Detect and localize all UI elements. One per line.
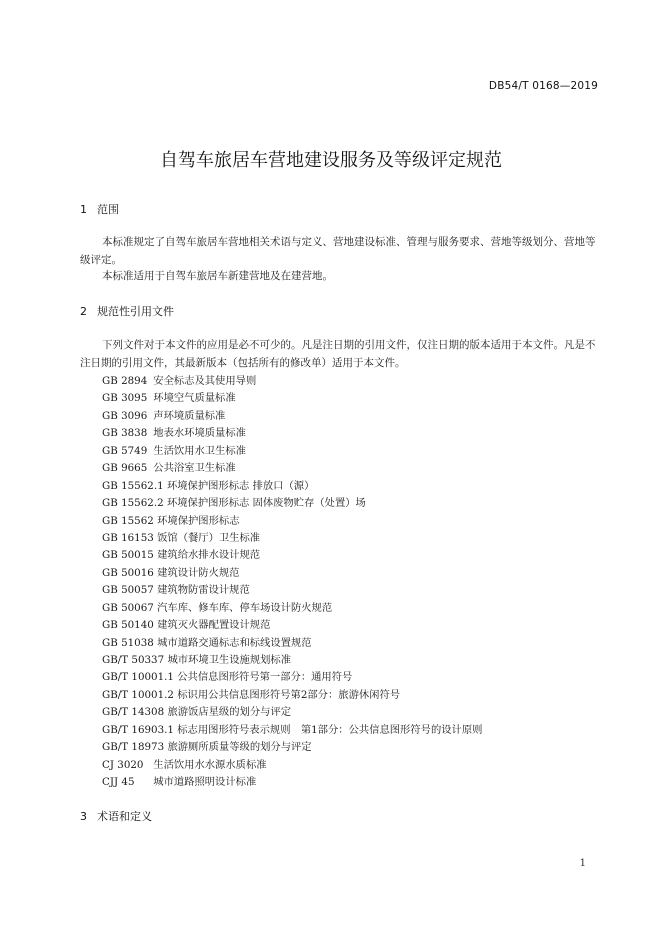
reference-code: CJJ 45 bbox=[102, 776, 135, 789]
reference-item bbox=[102, 635, 482, 652]
scope-paragraph-1: 本标准规定了自驾车旅居车营地相关术语与定义、营地建设标准、管理与服务要求、营地等级划分、营地等级评定。 bbox=[80, 236, 596, 266]
reference-code: CJ 3020 bbox=[102, 758, 144, 771]
reference-name: 环境保护图形标志 排放口（源） bbox=[166, 479, 315, 492]
reference-name: 环境空气质量标准 bbox=[153, 392, 236, 405]
reference-code: GB/T 16903.1 bbox=[102, 723, 174, 736]
reference-code: GB 50016 bbox=[102, 566, 154, 579]
reference-name: 声环境质量标准 bbox=[153, 409, 226, 422]
reference-code: GB 2894 bbox=[102, 375, 148, 387]
reference-item bbox=[102, 443, 482, 460]
reference-name: 旅游厕所质量等级的划分与评定 bbox=[167, 741, 312, 754]
document-title: 自驾车旅居车营地建设服务及等级评定规范 bbox=[160, 150, 502, 171]
reference-name: 城市道路交通标志和标线设置规范 bbox=[157, 636, 312, 649]
reference-item bbox=[102, 547, 482, 564]
reference-name: 建筑物防雷设计规范 bbox=[157, 584, 250, 597]
reference-code: GB 9665 bbox=[102, 462, 148, 475]
reference-name: 建筑给水排水设计规范 bbox=[157, 549, 261, 562]
reference-item bbox=[102, 390, 482, 407]
page-number: 1 bbox=[579, 858, 586, 869]
reference-item bbox=[102, 652, 482, 669]
reference-item bbox=[102, 600, 482, 617]
reference-item bbox=[102, 373, 482, 390]
reference-code: GB 5749 bbox=[102, 444, 148, 457]
reference-code: GB 15562.1 bbox=[102, 479, 164, 492]
reference-list bbox=[102, 373, 482, 792]
reference-item bbox=[102, 757, 482, 774]
reference-item bbox=[102, 687, 482, 704]
reference-code: GB 51038 bbox=[102, 636, 154, 649]
reference-item bbox=[102, 565, 482, 582]
section-2-heading bbox=[80, 303, 174, 319]
reference-name: 汽车库、修车库、停车场设计防火规范 bbox=[157, 601, 333, 614]
reference-item bbox=[102, 513, 482, 530]
reference-name: 公共浴室卫生标准 bbox=[153, 462, 236, 475]
reference-name: 建筑设计防火规范 bbox=[157, 566, 240, 579]
document-code: DB54/T 0168—2019 bbox=[488, 80, 598, 92]
reference-code: GB/T 18973 bbox=[102, 741, 165, 754]
reference-code: GB 3096 bbox=[102, 409, 148, 422]
reference-name: 饭馆（餐厅）卫生标准 bbox=[157, 531, 261, 544]
reference-item bbox=[102, 460, 482, 477]
reference-name: 旅游饭店星级的划分与评定 bbox=[167, 706, 292, 719]
reference-item bbox=[102, 722, 482, 739]
reference-code: GB 50057 bbox=[102, 584, 154, 597]
references-intro: 下列文件对于本文件的应用是必不可少的。凡是注日期的引用文件，仅注日期的版本适用于本文件。凡是不注日期的引用文件，其最新版本（包括所有的修改单）适用于本文件。 bbox=[80, 339, 596, 369]
reference-item bbox=[102, 774, 482, 791]
reference-item bbox=[102, 669, 482, 686]
reference-name: 生活饮用水水源水质标准 bbox=[153, 758, 267, 771]
reference-name: 标志用图形符号表示规则 第1部分：公共信息图形符号的设计原则 bbox=[177, 723, 483, 736]
section-3-heading bbox=[80, 808, 152, 824]
reference-item bbox=[102, 617, 482, 634]
section-title: 术语和定义 bbox=[97, 810, 152, 823]
reference-code: GB 50015 bbox=[102, 549, 154, 562]
reference-name: 城市环境卫生设施规划标准 bbox=[167, 654, 292, 666]
reference-name: 地表水环境质量标准 bbox=[153, 427, 246, 440]
reference-item bbox=[102, 530, 482, 547]
reference-code: GB/T 50337 bbox=[102, 654, 165, 666]
reference-code: GB/T 10001.1 bbox=[102, 671, 174, 684]
section-title: 范围 bbox=[97, 203, 119, 216]
section-number: 1 bbox=[80, 203, 87, 216]
reference-name: 环境保护图形标志 bbox=[157, 514, 240, 527]
reference-code: GB 50067 bbox=[102, 601, 154, 614]
reference-name: 生活饮用水卫生标准 bbox=[153, 444, 246, 457]
reference-item bbox=[102, 582, 482, 599]
reference-code: GB 16153 bbox=[102, 531, 154, 544]
reference-item bbox=[102, 478, 482, 495]
section-title: 规范性引用文件 bbox=[97, 305, 174, 318]
reference-item bbox=[102, 704, 482, 721]
reference-item bbox=[102, 495, 482, 512]
reference-item bbox=[102, 739, 482, 756]
reference-item bbox=[102, 425, 482, 442]
reference-name: 建筑灭火器配置设计规范 bbox=[157, 619, 271, 632]
scope-paragraph-2: 本标准适用于自驾车旅居车新建营地及在建营地。 bbox=[102, 270, 333, 282]
reference-code: GB/T 10001.2 bbox=[102, 688, 174, 701]
reference-code: GB/T 14308 bbox=[102, 706, 165, 719]
reference-code: GB 3095 bbox=[102, 392, 148, 405]
reference-name: 城市道路照明设计标准 bbox=[153, 776, 257, 789]
reference-code: GB 50140 bbox=[102, 619, 154, 632]
reference-name: 安全标志及其使用导则 bbox=[153, 375, 257, 387]
section-1-heading bbox=[80, 201, 119, 217]
reference-code: GB 3838 bbox=[102, 427, 148, 440]
section-number: 3 bbox=[80, 810, 87, 823]
reference-name: 公共信息图形符号第一部分：通用符号 bbox=[177, 671, 353, 684]
reference-item bbox=[102, 408, 482, 425]
reference-code: GB 15562.2 bbox=[102, 497, 164, 510]
reference-code: GB 15562 bbox=[102, 514, 154, 527]
reference-name: 标识用公共信息图形符号第2部分：旅游休闲符号 bbox=[177, 688, 401, 701]
reference-name: 环境保护图形标志 固体废物贮存（处置）场 bbox=[166, 497, 366, 510]
section-number: 2 bbox=[80, 305, 87, 318]
